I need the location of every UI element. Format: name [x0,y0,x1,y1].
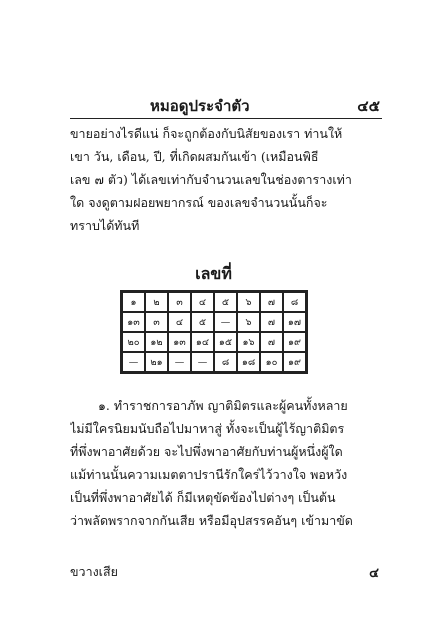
table-cell: ๔ [191,292,214,312]
header-rule [70,118,382,119]
table-row [122,292,306,312]
table-cell: ๘ [214,352,237,372]
table-cell: ๒๑ [145,352,168,372]
table-cell: ๑๐ [260,352,283,372]
table-cell: ๔ [168,312,191,332]
table-cell: — [168,352,191,372]
paragraph-line: ใด จงดูตามฝอยพยากรณ์ ของเลขจำนวนนั้นก็จะ [70,195,328,210]
number-table [120,290,308,374]
table-cell: ๖ [237,292,260,312]
signature-mark: ๔ [369,566,379,581]
table-cell: ๑๔ [191,332,214,352]
table-cell: ๓ [168,292,191,312]
continuation-text: ขวางเสีย [70,564,118,579]
table-cell: ๑ [122,292,145,312]
paragraph-1 [70,122,382,237]
table-cell: ๒ [145,292,168,312]
paragraph-line: ว่าพลัดพรากจากกันเสีย หรือมีอุปสรรคอันๆ เข้ามาขัด [70,513,353,528]
paragraph-line: ๑. ทำราชการอาภัพ ญาติมิตรและผู้คนทั้งหลาย [98,398,348,413]
table-row [122,332,306,352]
table-cell: ๑๒ [145,332,168,352]
running-title: หมอดูประจำตัว [150,97,250,115]
table-cell: ๓ [145,312,168,332]
paragraph-line: ไม่มีใครนิยมนับถือไปมาหาสู่ ทั้งจะเป็นผู้ไร้ญาติมิตร [70,421,345,436]
table-cell: ๗ [260,332,283,352]
paragraph-2 [70,394,382,532]
table-cell: — [122,352,145,372]
table-cell: ๑๓ [122,312,145,332]
table-row [122,312,306,332]
table-cell: — [191,352,214,372]
table-cell: ๘ [283,292,306,312]
table-row [122,352,306,372]
table-cell: ๑๖ [237,332,260,352]
table-cell: ๗ [260,292,283,312]
table-cell: ๑๘ [237,352,260,372]
paragraph-line: ขายอย่างไรดีแน่ ก็จะถูกต้องกับนิสัยของเรา ท่านให้ [70,126,343,141]
paragraph-line: เลข ๗ ตัว) ได้เลขเท่ากับจำนวนเลขในช่องตารางเท่า [70,172,352,187]
page-number: ๔๕ [357,97,380,115]
paragraph-line: แม้ท่านนั้นความเมตตาปรานีรักใคร่ไว้วางใจ พอหวัง [70,467,348,482]
paragraph-line: ทราบได้ทันที [70,218,140,233]
page-header [70,94,380,118]
table-cell: ๑๓ [168,332,191,352]
table-cell: ๑๕ [214,332,237,352]
table-cell: ๗ [260,312,283,332]
table-cell: — [214,312,237,332]
paragraph-line: เป็นที่พึ่งพาอาศัยได้ ก็มีเหตุขัดข้องไปต่างๆ เป็นต้น [70,490,336,505]
table-cell: ๑๙ [283,352,306,372]
table-cell: ๕ [214,292,237,312]
section-title: เลขที่ [195,264,232,283]
table-cell: ๒๐ [122,332,145,352]
table-cell: ๑๗ [283,312,306,332]
paragraph-line: เขา วัน, เดือน, ปี, ที่เกิดผสมกันเข้า (เหมือนพิธี [70,149,319,164]
table-cell: ๖ [237,312,260,332]
table-cell: ๕ [191,312,214,332]
paragraph-line: ที่พึ่งพาอาศัยด้วย จะไปพึ่งพาอาศัยกับท่านผู้หนึ่งผู้ใด [70,444,343,459]
table-cell: ๑๙ [283,332,306,352]
